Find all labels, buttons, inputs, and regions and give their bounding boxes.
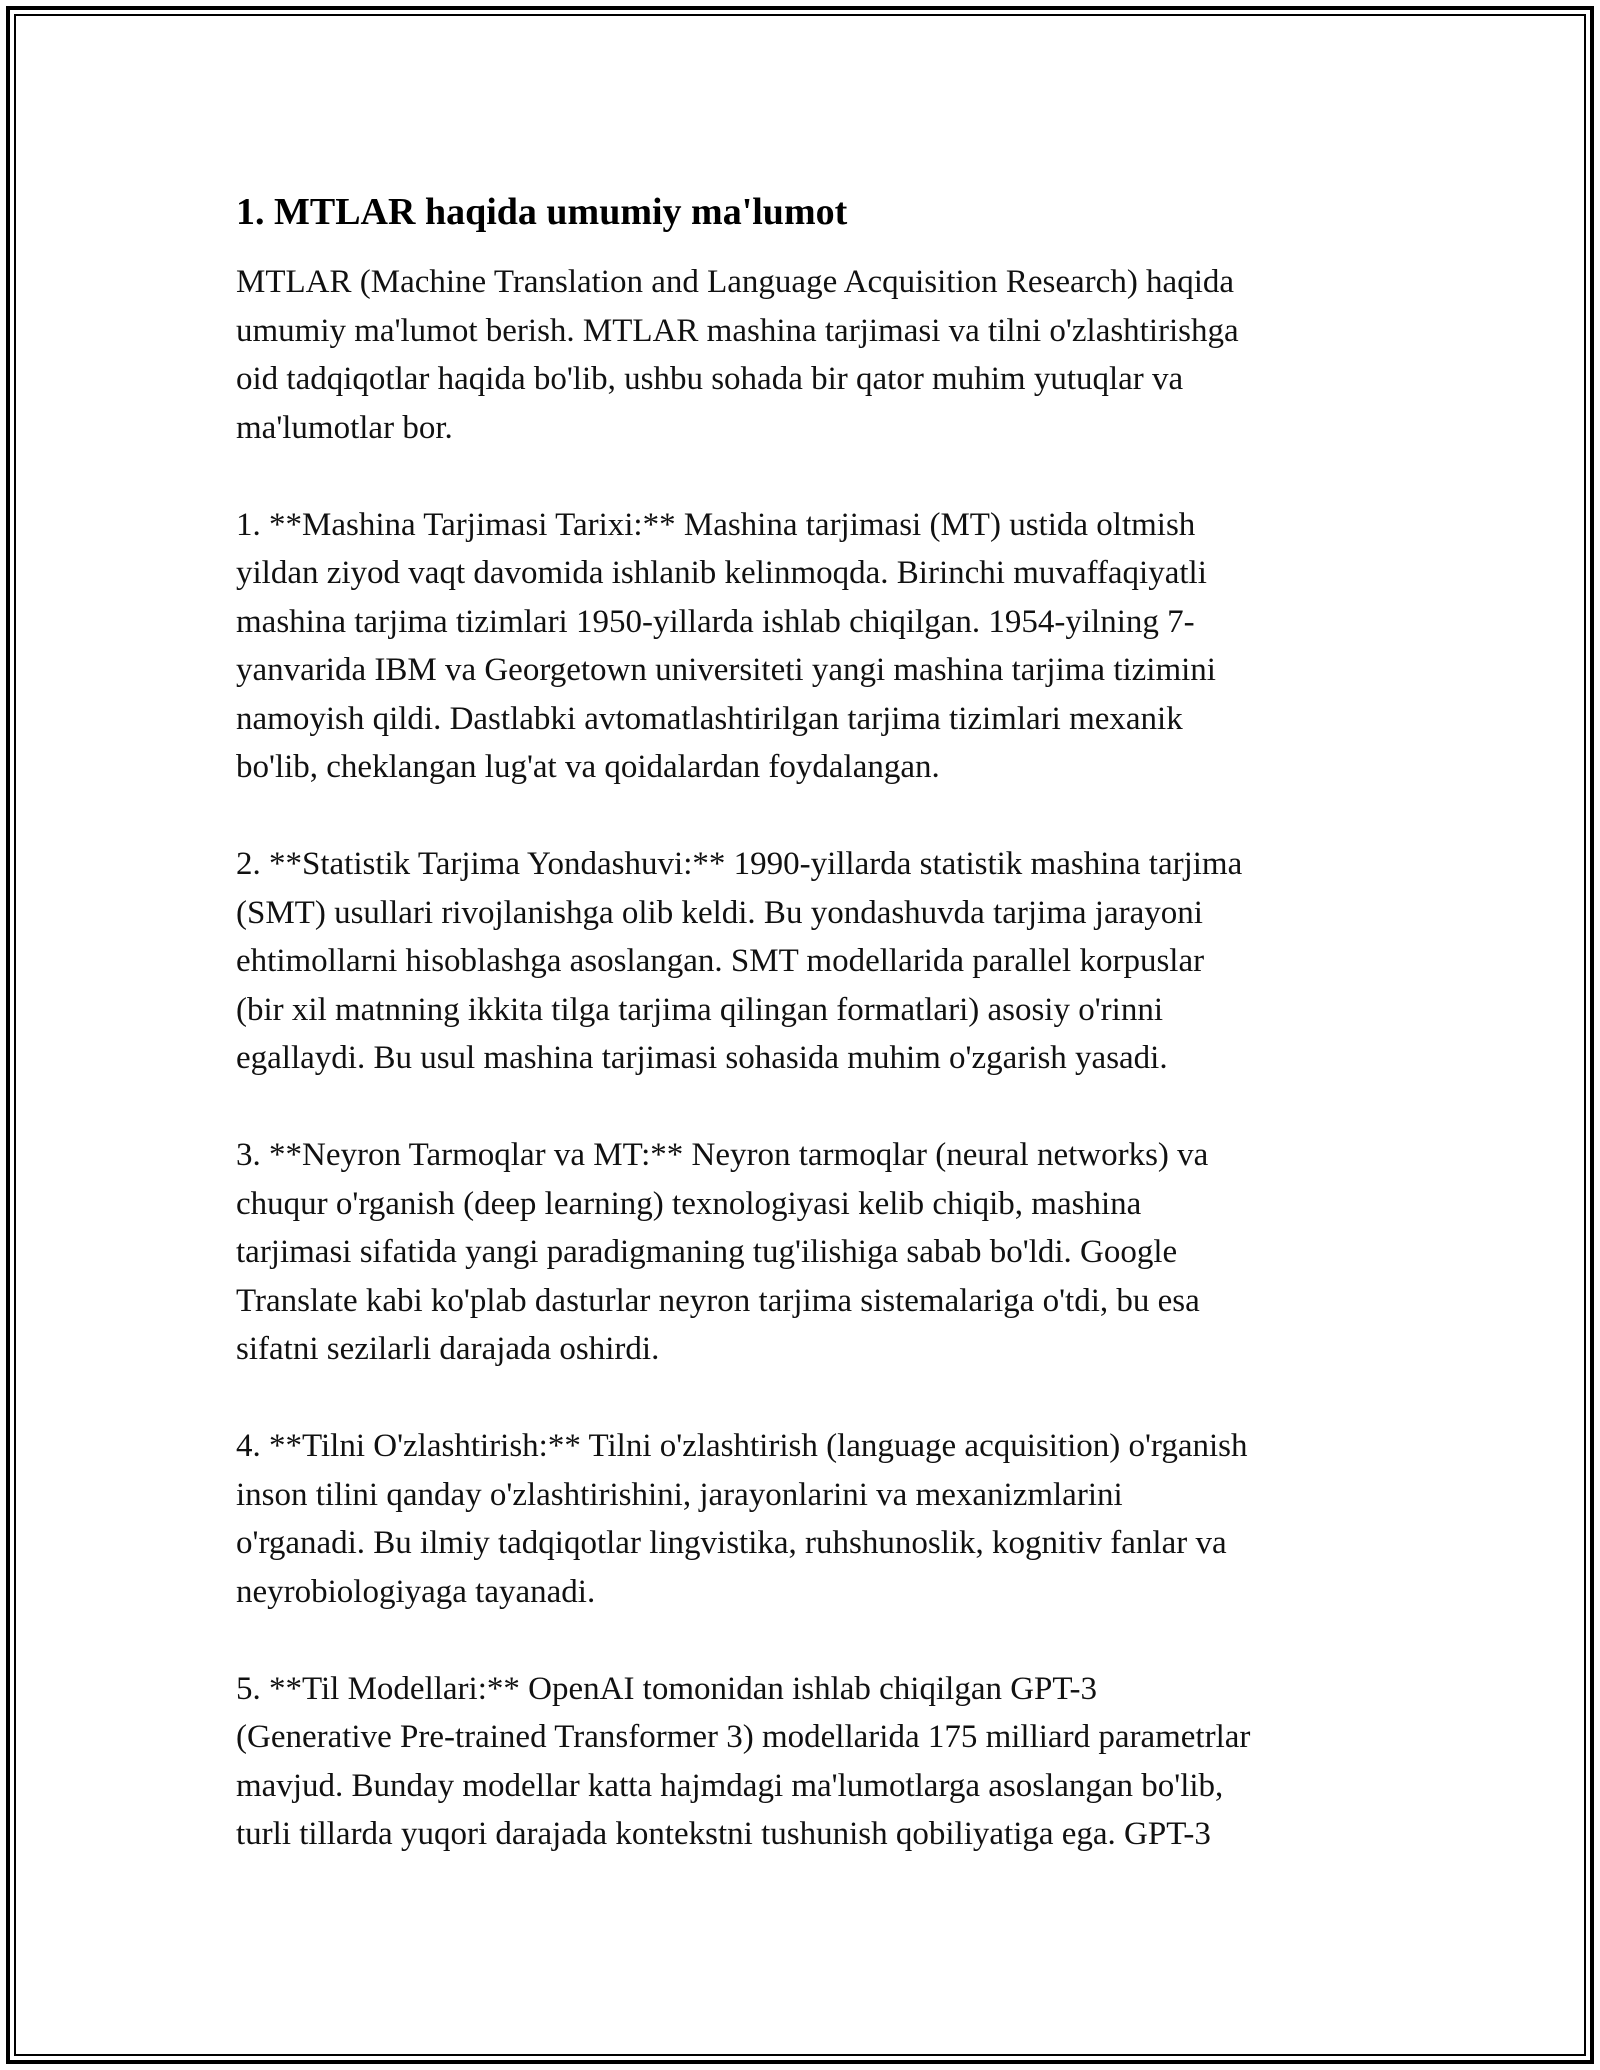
text-line: Translate kabi ko'plab dasturlar neyron tarjima sistemalariga o'tdi, bu esa — [236, 1282, 1200, 1319]
paragraph-intro — [236, 258, 1376, 452]
text-line: oid tadqiqotlar haqida bo'lib, ushbu sohada bir qator muhim yutuqlar va — [236, 361, 1184, 397]
text-line: ma'lumotlar bor. — [236, 409, 453, 446]
text-line: 4. **Tilni O'zlashtirish:** Tilni o'zlashtirish (language acquisition) o'rganish — [236, 1428, 1248, 1464]
text-line: chuqur o'rganish (deep learning) texnologiyasi kelib chiqib, mashina — [236, 1185, 1142, 1222]
text-line: mashina tarjima tizimlari 1950-yillarda ishlab chiqilgan. 1954-yilning 7- — [236, 603, 1195, 640]
document-body — [236, 186, 1376, 1907]
text-line: ehtimollarni hisoblashga asoslangan. SMT modellarida parallel korpuslar — [236, 943, 1205, 979]
text-line: o'rganadi. Bu ilmiy tadqiqotlar lingvistika, ruhshunoslik, kognitiv fanlar va — [236, 1525, 1227, 1561]
text-line: MTLAR (Machine Translation and Language Acquisition Research) haqida — [236, 264, 1235, 300]
paragraph-tilni-ozlashtirish — [236, 1422, 1376, 1616]
text-line: yanvarida IBM va Georgetown universiteti yangi mashina tarjima tizimini — [236, 652, 1216, 688]
text-line: 5. **Til Modellari:** OpenAI tomonidan ishlab chiqilgan GPT-3 — [236, 1670, 1098, 1707]
text-line: umumiy ma'lumot berish. MTLAR mashina tarjimasi va tilni o'zlashtirishga — [236, 312, 1239, 349]
text-line: yildan ziyod vaqt davomida ishlanib kelinmoqda. Birinchi muvaffaqiyatli — [236, 555, 1207, 591]
text-line: (SMT) usullari rivojlanishga olib keldi. Bu yondashuvda tarjima jarayoni — [236, 894, 1203, 931]
text-line: 3. **Neyron Tarmoqlar va MT:** Neyron tarmoqlar (neural networks) va — [236, 1137, 1209, 1173]
text-line: (bir xil matnning ikkita tilga tarjima qilingan formatlari) asosiy o'rinni — [236, 991, 1163, 1028]
page-title: 1. MTLAR haqida umumiy ma'lumot — [236, 191, 848, 233]
paragraph-neyron-tarmoqlar — [236, 1131, 1376, 1374]
text-line: 2. **Statistik Tarjima Yondashuvi:** 1990-yillarda statistik mashina tarjima — [236, 846, 1243, 882]
text-line: bo'lib, cheklangan lug'at va qoidalardan foydalangan. — [236, 749, 940, 785]
text-line: tarjimasi sifatida yangi paradigmaning tug'ilishiga sabab bo'ldi. Google — [236, 1234, 1178, 1270]
text-line: sifatni sezilarli darajada oshirdi. — [236, 1331, 660, 1367]
paragraph-til-modellari — [236, 1665, 1376, 1859]
paragraph-statistik-tarjima — [236, 840, 1376, 1083]
text-line: neyrobiologiyaga tayanadi. — [236, 1573, 596, 1610]
paragraph-mashina-tarjimasi-tarixi — [236, 501, 1376, 792]
text-line: turli tillarda yuqori darajada kontekstni tushunish qobiliyatiga ega. GPT-3 — [236, 1816, 1211, 1852]
text-line: (Generative Pre-trained Transformer 3) modellarida 175 milliard parametrlar — [236, 1719, 1251, 1755]
text-line: egallaydi. Bu usul mashina tarjimasi sohasida muhim o'zgarish yasadi. — [236, 1040, 1168, 1076]
text-line: mavjud. Bunday modellar katta hajmdagi ma'lumotlarga asoslangan bo'lib, — [236, 1767, 1224, 1804]
text-line: inson tilini qanday o'zlashtirishini, jarayonlarini va mexanizmlarini — [236, 1476, 1123, 1513]
text-line: 1. **Mashina Tarjimasi Tarixi:** Mashina tarjimasi (MT) ustida oltmish — [236, 506, 1196, 543]
text-line: namoyish qildi. Dastlabki avtomatlashtirilgan tarjima tizimlari mexanik — [236, 700, 1183, 737]
